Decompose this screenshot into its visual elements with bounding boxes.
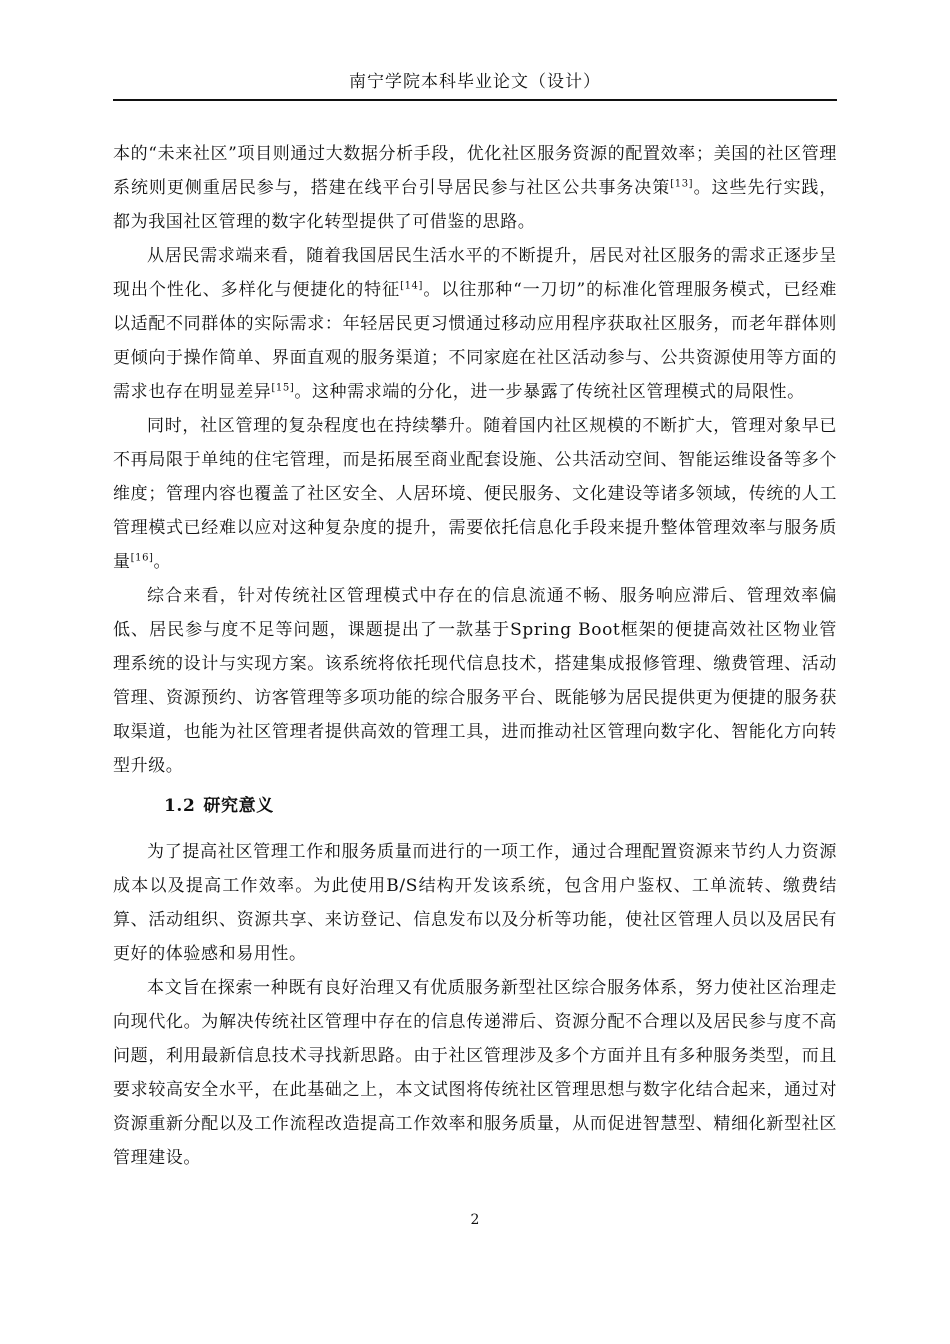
section-title: 研究意义 xyxy=(203,796,274,816)
running-header: 南宁学院本科毕业论文（设计） xyxy=(349,72,601,92)
paragraph-text: 本的“未来社区”项目则通过大数据分析手段，优化社区服务资源的配置效率；美国的社区管理系统则更侧重居民参与，搭建在线平台引导居民参与社区公共事务决策 xyxy=(113,144,837,198)
paragraph-continuation xyxy=(113,137,837,239)
header-rule xyxy=(113,99,837,101)
section-number: 1.2 xyxy=(164,796,196,816)
paragraph-text: 。以往那种“一刀切”的标准化管理服务模式，已经难以适配不同群体的实际需求：年轻居民更习惯通过移动应用程序获取社区服务，而老年群体则更倾向于操作简单、界面直观的服务渠道；不同家庭在社区活动参与、公共资源使用等方面的需求也存在明显差异 xyxy=(113,280,837,402)
paragraph-complexity xyxy=(113,409,837,579)
paragraph-text: 。这种需求端的分化，进一步暴露了传统社区管理模式的局限性。 xyxy=(294,382,805,402)
citation-marker: [14] xyxy=(400,280,424,292)
paragraph-text: 。 xyxy=(153,552,172,572)
paragraph-text: 同时，社区管理的复杂程度也在持续攀升。随着国内社区规模的不断扩大，管理对象早已不再局限于单纯的住宅管理，而是拓展至商业配套设施、公共活动空间、智能运维设备等多个维度；管理内容也覆盖了社区安全、人居环境、便民服务、文化建设等诸多领域，传统的人工管理模式已经难以应对这种复杂度的提升，需要依托信息化手段来提升整体管理效率与服务质量 xyxy=(113,416,837,572)
citation-marker: [16] xyxy=(130,552,154,564)
paragraph-text: 从居民需求端来看，随着我国居民生活水平的不断提升，居民对社区服务的需求正逐步呈现出个性化、多样化与便捷化的特征 xyxy=(113,246,837,300)
section-heading xyxy=(113,783,837,831)
paragraph-text: 。这些先行实践，都为我国社区管理的数字化转型提供了可借鉴的思路。 xyxy=(113,178,837,232)
paragraph-summary: 综合来看，针对传统社区管理模式中存在的信息流通不畅、服务响应滞后、管理效率偏低、居民参与度不足等问题，课题提出了一款基于Spring Boot框架的便捷高效社区物业管理系统的设计与实现方案。该系统将依托现代信息技术，搭建集成报修管理、缴费管理、活动管理、资源预约、访客管理等多项功能的综合服务平台、既能够为居民提供更为便捷的服务获取渠道，也能为社区管理者提供高效的管理工具，进而推动社区管理向数字化、智能化方向转型升级。 xyxy=(113,586,837,776)
page-number: 2 xyxy=(470,1212,480,1228)
citation-marker: [15] xyxy=(271,382,295,394)
body-text xyxy=(113,137,837,1175)
citation-marker: [13] xyxy=(670,178,694,190)
paragraph-resident-demand xyxy=(113,239,837,409)
paragraph-significance-1: 为了提高社区管理工作和服务质量而进行的一项工作，通过合理配置资源来节约人力资源成本以及提高工作效率。为此使用B/S结构开发该系统，包含用户鉴权、工单流转、缴费结算、活动组织、资源共享、来访登记、信息发布以及分析等功能，使社区管理人员以及居民有更好的体验感和易用性。 xyxy=(113,842,837,964)
paragraph-significance-2: 本文旨在探索一种既有良好治理又有优质服务新型社区综合服务体系，努力使社区治理走向现代化。为解决传统社区管理中存在的信息传递滞后、资源分配不合理以及居民参与度不高问题，利用最新信息技术寻找新思路。由于社区管理涉及多个方面并且有多种服务类型，而且要求较高安全水平，在此基础之上，本文试图将传统社区管理思想与数字化结合起来，通过对资源重新分配以及工作流程改造提高工作效率和服务质量，从而促进智慧型、精细化新型社区管理建设。 xyxy=(113,978,837,1168)
